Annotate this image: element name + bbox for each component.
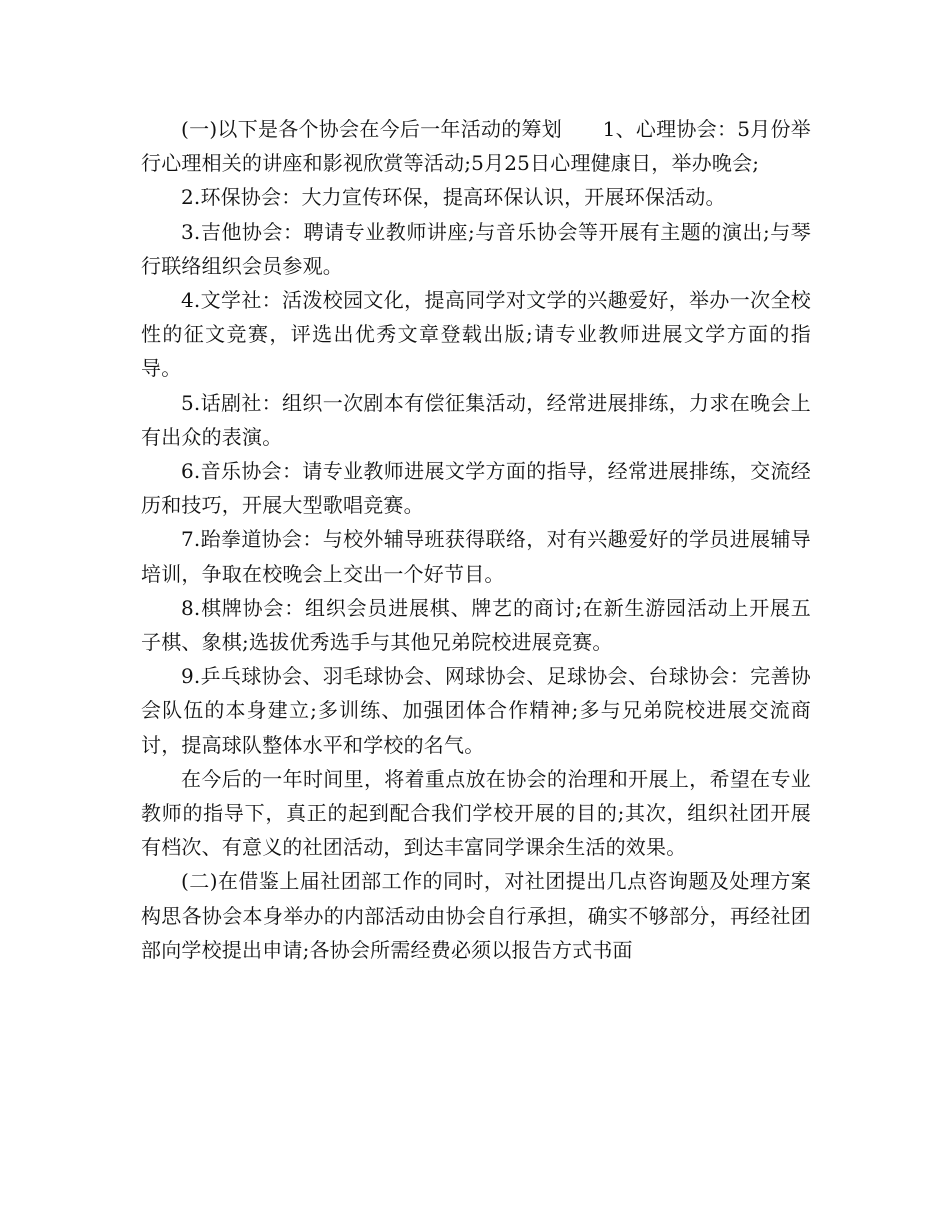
paragraph-music-association: 6.音乐协会：请专业教师进展文学方面的指导，经常进展排练，交流经历和技巧，开展大型歌唱竞赛。 xyxy=(141,459,811,518)
paragraph-environment-association: 2.环保协会：大力宣传环保，提高环保认识，开展环保活动。 xyxy=(181,185,726,210)
paragraph-year-goals: 在今后的一年时间里，将着重点放在协会的治理和开展上，希望在专业教师的指导下，真正的起到配合我们学校开展的目的;其次，组织社团开展有档次、有意义的社团活动，到达丰富同学课余生活的效果。 xyxy=(141,766,811,860)
paragraph-taekwondo-association: 7.跆拳道协会：与校外辅导班获得联络，对有兴趣爱好的学员进展辅导培训，争取在校晚会上交出一个好节目。 xyxy=(141,527,811,586)
paragraph-section-two: (二)在借鉴上届社团部工作的同时，对社团提出几点咨询题及处理方案构思各协会本身举办的内部活动由协会自行承担，确实不够部分，再经社团部向学校提出申请;各协会所需经费必须以报告方式书面 xyxy=(141,869,811,962)
paragraph-guitar-association: 3.吉他协会：聘请专业教师讲座;与音乐协会等开展有主题的演出;与琴行联络组织会员参观。 xyxy=(141,219,811,278)
paragraph-ball-associations: 9.乒乓球协会、羽毛球协会、网球协会、足球协会、台球协会：完善协会队伍的本身建立;多训练、加强团体合作精神;多与兄弟院校进展交流商讨，提高球队整体水平和学校的名气。 xyxy=(141,664,811,757)
document-body xyxy=(141,112,811,967)
paragraph-drama-club: 5.话剧社：组织一次剧本有偿征集活动，经常进展排练，力求在晚会上有出众的表演。 xyxy=(141,390,811,449)
paragraph-literature-club: 4.文学社：活泼校园文化，提高同学对文学的兴趣爱好，举办一次全校性的征文竞赛，评选出优秀文章登载出版;请专业教师进展文学方面的指导。 xyxy=(141,288,811,381)
paragraph-plan-intro: (一)以下是各个协会在今后一年活动的筹划 1、心理协会：5月份举行心理相关的讲座和影视欣赏等活动;5月25日心理健康日，举办晚会; xyxy=(141,117,811,176)
paragraph-chess-association: 8.棋牌协会：组织会员进展棋、牌艺的商讨;在新生游园活动上开展五子棋、象棋;选拔优秀选手与其他兄弟院校进展竞赛。 xyxy=(141,595,811,655)
